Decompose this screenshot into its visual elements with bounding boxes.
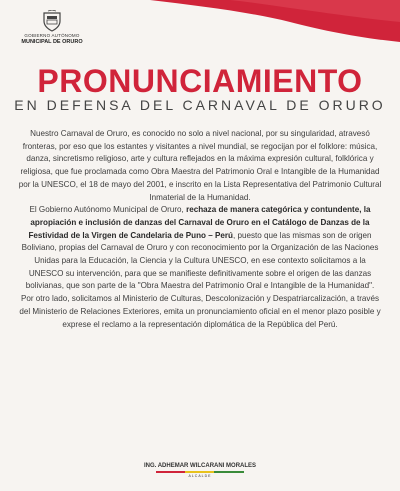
- logo-title: MUNICIPAL DE ORURO: [21, 38, 83, 45]
- paragraph-2-intro: El Gobierno Autónomo Municipal de Oruro,: [29, 205, 184, 215]
- logo-subtitle: GOBIERNO AUTÓNOMO: [24, 33, 80, 38]
- page-subtitle: EN DEFENSA DEL CARNAVAL DE ORURO: [14, 97, 386, 113]
- tricolor-rule: [156, 471, 244, 473]
- paragraph-1: Nuestro Carnaval de Oruro, es conocido no solo a nivel nacional, por su singularidad, atravesó fronteras, por eso que los estantes y visitantes a nivel mundial, se regocijan por el folklore: música, danza, sincretismo religioso, arte y cultura reflejados en la máxima expresión cultural, folklórica y religiosa, que fue proclamada como Obra Maestra del Patrimonio Oral e Intangible de la Humanidad por la UNESCO, el 18 de mayo del 2001, e inscrito en la Lista Representativa del Patrimonio Cultural Inmaterial de la Humanidad.: [18, 129, 382, 202]
- signatory-role: ALCALDE: [188, 474, 212, 478]
- paragraph-3: Por otro lado, solicitamos al Ministerio de Culturas, Descolonización y Despatriarcalización, a través del Ministerio de Relaciones Exteriores, emita un pronunciamiento oficial en el menor plazo posible y exprese el reclamo a la representación diplomática de la República del Perú.: [19, 294, 381, 329]
- paragraph-2-emphasis: rechaza de manera categórica y contundente, la apropiación e inclusión de danzas del Carnaval de Oruro en el Catálogo de Danzas de la Festividad de la Virgen de Candelaria de Puno – Perú: [28, 205, 371, 240]
- signatory-name: ING. ADHEMAR WILCARANI MORALES: [143, 463, 257, 469]
- paragraph-2-rest: , puesto que las mismas son de origen Boliviano, propias del Carnaval de Oruro y con reconocimiento por la Organización de las Naciones Unidas para la Educación, la Ciencia y la Cultura UNESCO, en ese contexto solicitamos a la UNESCO su intervención, para que se manifieste definitivamente sobre el origen de las danzas bolivianas, que son parte de la "Obra Maestra del Patrimonio Oral e Intangible de la Humanidad".: [21, 230, 379, 291]
- statement-body: [18, 128, 382, 331]
- signature-block: [0, 463, 400, 478]
- municipal-logo: [18, 10, 86, 45]
- paragraph-2: [18, 204, 382, 293]
- page-title: PRONUNCIAMIENTO: [37, 63, 363, 99]
- coat-of-arms-icon: [41, 10, 63, 32]
